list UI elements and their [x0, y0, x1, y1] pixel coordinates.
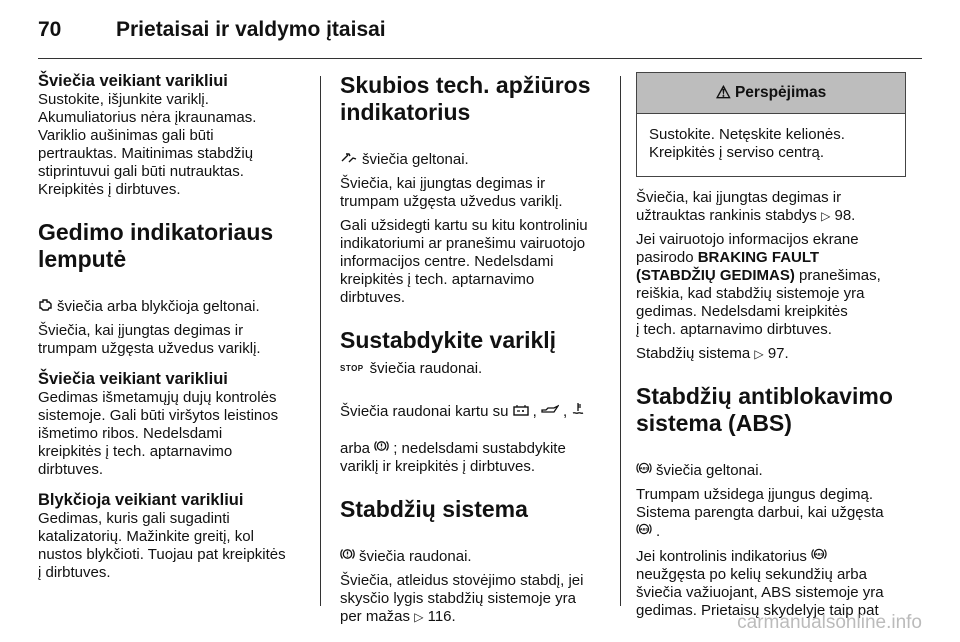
- text-brake-system-ref: Stabdžių sistema ▷ 97.: [636, 345, 789, 362]
- warning-triangle-icon: ⚠: [715, 83, 731, 102]
- text-fault-ignition: Šviečia, kai įjungtas degimas ir trumpam užgęsta užvedus variklį.: [38, 322, 261, 357]
- text-lights-running: Sustokite, išjunkite variklį. Akumuliatorius nėra įkraunamas. Variklio aušinimas gali būti pertrauktas. Maitinimas stabdžių stiprintuvui gali būti nutrauktas. Kreipkitės į dirbtuves.: [38, 91, 257, 198]
- text-lights-running-2: Gedimas išmetamųjų dujų kontrolės sistemoje. Gali būti viršytos leistinos išmetimo ribos. Nedelsdami kreipkitės į tech. aptarnavimo dirbtuves.: [38, 389, 279, 478]
- service-intro: šviečia geltonai.: [340, 132, 608, 169]
- warning-header: ⚠ Perspėjimas: [637, 73, 905, 114]
- text-brake-fluid: Šviečia, atleidus stovėjimo stabdį, jei skysčio lygis stabdžių sistemoje yra per mažas ▷ 116.: [340, 572, 584, 625]
- service-wrench-icon: [340, 132, 358, 168]
- engine-check-icon: [38, 279, 53, 315]
- text-abs-start: Trumpam užsidega įjungus degimą. Sistema parengta darbui, kai užgęsta ABS .: [636, 486, 884, 540]
- stop-intro: STOP šviečia raudonai.: [340, 360, 483, 377]
- page-ref-link[interactable]: 116.: [427, 608, 456, 625]
- heading-service: Skubios tech. apžiūros indikatorius: [340, 72, 591, 125]
- abs-icon: [636, 443, 652, 479]
- heading-fault-lamp: Gedimo indikatoriaus lemputė: [38, 219, 274, 272]
- page-title: Prietaisai ir valdymo įtaisai: [116, 18, 386, 41]
- text-dic-message: Jei vairuotojo informacijos ekrane pasirodo BRAKING FAULT (STABDŽIŲ GEDIMAS) pranešimas, reiškia, kad stabdžių sistemoje yra gedimas. Nedelsdami kreipkitės į tech. aptarnavimo dirbtuves.: [636, 231, 881, 338]
- column-1: [38, 72, 310, 582]
- page-ref-link[interactable]: 98.: [834, 207, 856, 224]
- column-divider-1: [320, 76, 321, 606]
- heading-lights-running: Šviečia veikiant varikliui: [38, 72, 228, 90]
- page-ref-icon: ▷: [414, 610, 424, 624]
- brake-intro: šviečia raudonai.: [340, 529, 608, 566]
- brake-system-icon: [340, 529, 355, 565]
- heading-brake-system: Stabdžių sistema: [340, 496, 528, 522]
- page-number: 70: [38, 18, 62, 41]
- svg-text:ABS: ABS: [639, 526, 649, 532]
- warning-text: Sustokite. Netęskite kelionės. Kreipkitės į serviso centrą.: [649, 126, 845, 161]
- column-2: [340, 72, 608, 626]
- page-ref-icon: ▷: [821, 209, 831, 223]
- watermark: carmanualsonline.info: [737, 612, 922, 633]
- page-ref-link[interactable]: 97.: [767, 345, 789, 362]
- heading-abs: Stabdžių antiblokavimo sistema (ABS): [636, 383, 893, 436]
- oil-pressure-icon: [541, 384, 559, 420]
- heading-flashing: Blykčioja veikiant varikliui: [38, 491, 244, 509]
- text-service-ignition: Šviečia, kai įjungtas degimas ir trumpam užgęsta užvedus variklį.: [340, 175, 563, 210]
- column-3: [636, 72, 904, 620]
- abs-intro: ABS šviečia geltonai.: [636, 443, 904, 480]
- svg-text:ABS: ABS: [639, 465, 649, 471]
- text-service-other: Gali užsidegti kartu su kitu kontroliniu indikatoriumi ar pranešimu vairuotojo informacijos centre. Nedelsdami kreipkitės į tech. aptarnavimo dirbtuves.: [340, 217, 588, 306]
- header-divider: [38, 58, 922, 59]
- battery-icon: [513, 384, 529, 420]
- column-divider-2: [620, 76, 621, 606]
- page-ref-icon: ▷: [754, 347, 764, 361]
- text-flashing: Gedimas, kuris gali sugadinti katalizatorių. Mažinkite greitį, kol nustos blykčioti. Tuojau pat kreipkitės į dirbtuves.: [38, 510, 286, 581]
- heading-lights-running-2: Šviečia veikiant varikliui: [38, 370, 228, 388]
- page-header: [38, 18, 386, 48]
- text-stop-red: Šviečia raudonai kartu su , , arba ; nedelsdami sustabdykite variklį ir kreipkitės į dirbtuves.: [340, 384, 608, 476]
- heading-stop-engine: Sustabdykite variklį: [340, 327, 557, 353]
- coolant-temp-icon: [571, 384, 585, 420]
- text-park-brake: Šviečia, kai įjungtas degimas ir užtrauktas rankinis stabdys ▷ 98.: [636, 189, 856, 224]
- abs-icon: [811, 547, 827, 565]
- svg-text:ABS: ABS: [814, 551, 824, 557]
- warning-box: [636, 72, 906, 177]
- text-abs-lamp: Jei kontrolinis indikatorius ABS neužgęsta po kelių sekundžių arba šviečia važiuojant, ABS sistemoje yra gedimas. Prietaisų skydelyje taip pat: [636, 548, 884, 619]
- abs-icon: [636, 522, 652, 540]
- fault-lamp-intro: šviečia arba blykčioja geltonai.: [38, 279, 310, 316]
- brake-system-icon: [374, 421, 389, 457]
- stop-symbol: STOP: [340, 364, 364, 373]
